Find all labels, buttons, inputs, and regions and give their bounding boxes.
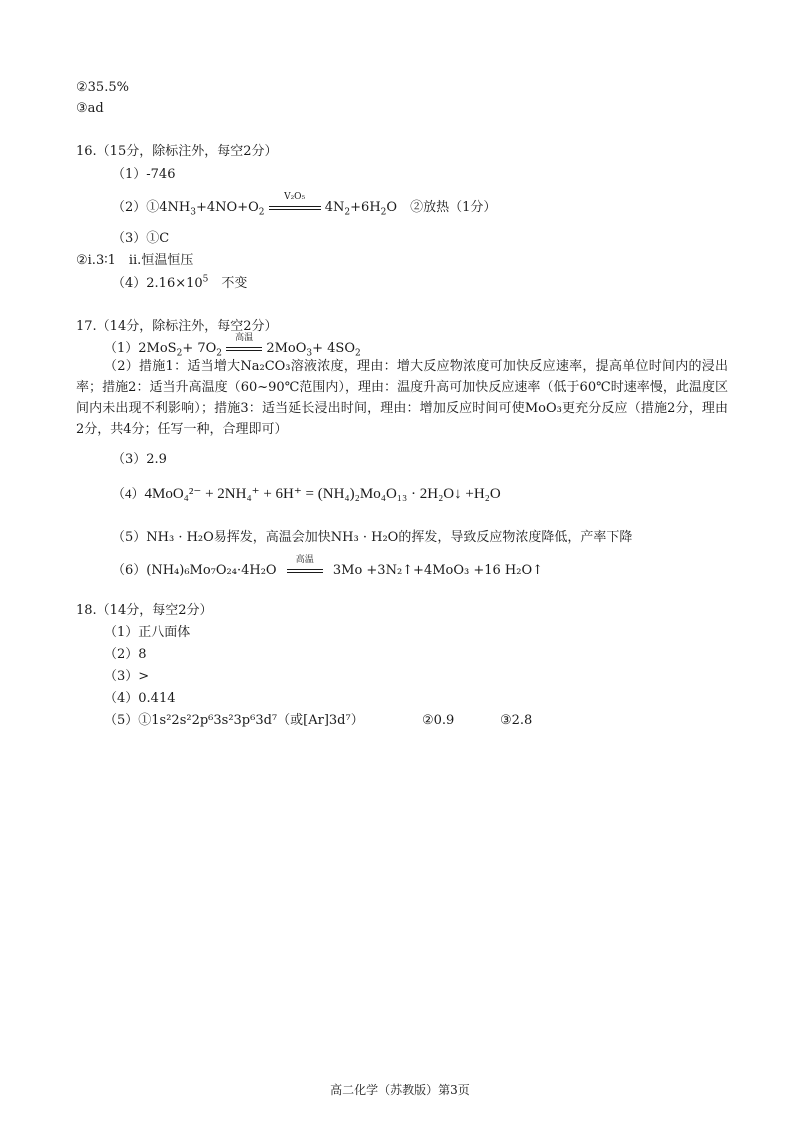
q16-part3: （3）①C — [112, 231, 170, 246]
q17-part5: （5）NH₃ · H₂O易挥发，高温会加快NH₃ · H₂O的挥发，导致反应物浓度降低，产率下降 — [112, 530, 633, 545]
q18-part5-b: ②0.9 — [422, 713, 455, 728]
q18-part5-c: ③2.8 — [500, 713, 533, 728]
q18-part5: （5）①1s²2s²2p⁶3s²3p⁶3d⁷（或[Ar]3d⁷） — [104, 713, 364, 728]
page-footer: 高二化学（苏教版）第3页 — [330, 1083, 470, 1097]
catalyst-condition: V₂O₅ — [269, 199, 321, 217]
q18-part3: （3）> — [104, 669, 150, 684]
heat-condition-2: 高温 — [287, 562, 323, 580]
q18-header: 18.（14分，每空2分） — [76, 603, 213, 618]
q17-part6: （6）(NH₄)₆Mo₇O₂₄·4H₂O 高温 3Mo +3N₂↑+4MoO₃ +16 H₂O↑ — [112, 555, 544, 578]
q18-part4: （4）0.414 — [104, 691, 176, 706]
q16-part2: $(2)①4NH_3+4NO+O_2$ V₂O₅ $4N_2+6H_2O$ ②放热（1分） — [112, 192, 497, 218]
q16-header: 16.（15分，除标注外，每空2分） — [76, 144, 278, 159]
q16-part1: （1）-746 — [112, 167, 176, 182]
q17-part4: （4）4MoO₄²⁻ + 2NH₄⁺ + 6H⁺ = (NH₄)₂Mo₄O₁₃ · 2H₂O↓ +H₂O — [112, 486, 501, 502]
q16-part4: $(4)2.16\times 10^5$ 不变 — [112, 274, 248, 291]
q18-part1: （1）正八面体 — [104, 625, 191, 640]
answer-15-2: ②35.5% — [76, 80, 129, 95]
q17-part2: （2）措施1：适当增大Na₂CO₃溶液浓度，理由：增大反应物浓度可加快反应速率，提高单位时间内的浸出率；措施2：适当升高温度（60~90℃范围内），理由：温度升高可加快反应速率（低于60℃时速率慢，此温度区间内未出现不利影响）；措施3：适当延长浸出时间，理由：增加反应时间可使MoO₃更充分反应（措施2分，理由2分，共4分；任写一种，合理即可） — [76, 359, 728, 437]
answer-15-3: ③ad — [76, 101, 104, 116]
q18-part2: （2）8 — [104, 647, 147, 662]
q16-part3b: ②ⅰ.3∶1 ⅱ.恒温恒压 — [76, 253, 194, 268]
heat-condition: 高温 — [226, 340, 262, 358]
q17-part1: $(1)2MoS_2+ 7O_2$ 高温 $2MoO_3+ 4SO_2$ — [104, 333, 361, 359]
q17-header: 17.（14分，除标注外，每空2分） — [76, 319, 278, 334]
q17-part3: （3）2.9 — [112, 452, 167, 467]
